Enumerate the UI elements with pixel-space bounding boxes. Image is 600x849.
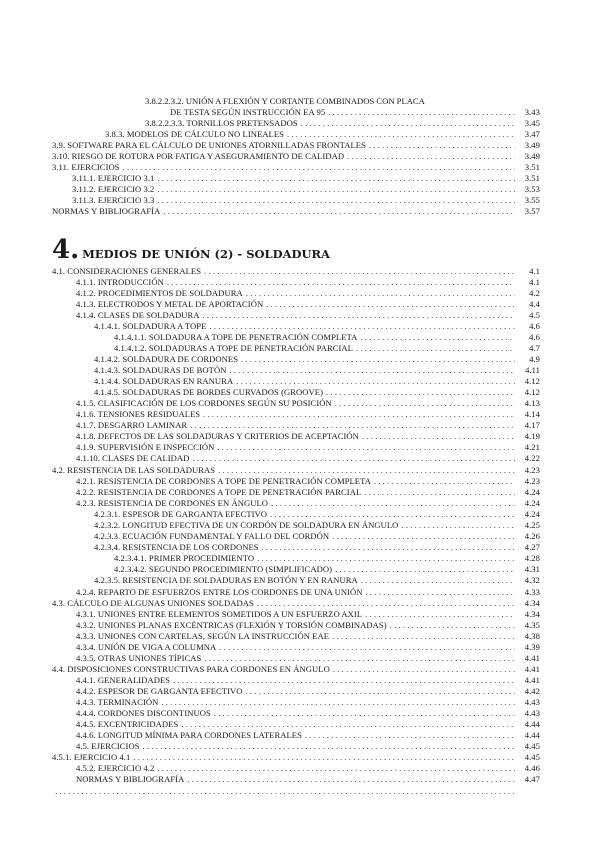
chapter-number: 4. — [52, 235, 80, 265]
toc-entry — [76, 686, 540, 697]
dot-leader — [157, 763, 515, 774]
toc-entry — [145, 118, 540, 129]
toc-entry — [94, 531, 540, 542]
dot-leader — [123, 162, 515, 173]
dot-leader — [236, 376, 515, 387]
dot-leader — [266, 299, 515, 310]
toc-page-number: 4.22 — [524, 453, 540, 463]
toc-page-number: 4.47 — [524, 774, 540, 784]
toc-entry — [170, 107, 540, 118]
toc-entry-text: 3.8.2.2.3.2. UNIÓN A FLEXIÓN Y CORTANTE COMBINADOS CON PLACA — [145, 96, 425, 106]
toc-page-number: 4.45 — [524, 741, 540, 751]
toc-entry-text: DE TESTA SEGÚN INSTRUCCIÓN EA 95 — [170, 107, 326, 117]
toc-entry-text: 4.1.5. CLASIFICACIÓN DE LOS CORDONES SEGÚN SU POSICIÓN — [76, 398, 332, 408]
toc-entry — [76, 620, 540, 631]
dot-leader — [364, 487, 515, 498]
toc-entry — [94, 509, 540, 520]
toc-entry — [52, 465, 540, 476]
toc-page-number: 4.13 — [524, 398, 540, 408]
toc-page-number: 3.53 — [524, 184, 540, 194]
toc-page-number: 4.27 — [524, 542, 540, 552]
toc-page-number: 3.47 — [524, 129, 540, 139]
toc-page-number: 4.1 — [529, 277, 540, 287]
toc-entry — [76, 587, 540, 598]
toc-entry-text: 4.2.3.5. RESISTENCIA DE SOLDADURAS EN BOTÓN Y EN RANURA — [94, 575, 358, 585]
toc-page-number: 4.41 — [524, 675, 540, 685]
toc-entry-text: 4.2.3.4.1. PRIMER PROCEDIMIENTO — [114, 553, 255, 563]
toc-page-number: 4.25 — [524, 520, 540, 530]
dot-leader — [401, 520, 515, 531]
toc-entry-text: 4.2.1. RESISTENCIA DE CORDONES A TOPE DE PENETRACIÓN COMPLETA — [76, 476, 371, 486]
toc-entry — [94, 387, 540, 398]
toc-entry-text: 4.2.3.2. LONGITUD EFECTIVA DE UN CORDÓN DE SOLDADURA EN ÁNGULO — [94, 520, 399, 530]
toc-entry-text: 4.1.3. ELECTRODOS Y METAL DE APORTACIÓN — [76, 299, 264, 309]
toc-entry-text: 4.2.2. RESISTENCIA DE CORDONES A TOPE DE PENETRACIÓN PARCIAL — [76, 487, 362, 497]
toc-entry — [76, 398, 540, 409]
toc-entry-text: 3.11. EJERCICIOS — [52, 162, 120, 172]
toc-entry — [52, 752, 540, 763]
toc-entry-text: 4.1. CONSIDERACIONES GENERALES — [52, 266, 202, 276]
dot-leader — [229, 365, 515, 376]
toc-entry-text: 4.2.3.4. RESISTENCIA DE LOS CORDONES — [94, 542, 259, 552]
toc-page-number: 4.31 — [524, 564, 540, 574]
toc-entry — [72, 184, 540, 195]
toc-page-number: 3.57 — [524, 206, 540, 216]
dot-leader — [356, 343, 515, 354]
toc-entry-text: 4.2. RESISTENCIA DE LAS SOLDADURAS — [52, 465, 216, 475]
toc-page-number: 4.44 — [524, 730, 540, 740]
toc-page-number: 4.38 — [524, 631, 540, 641]
toc-page-number: 3.51 — [524, 162, 540, 172]
toc-page-number: 4.7 — [529, 343, 540, 353]
dot-leader — [369, 140, 515, 151]
toc-entry — [76, 697, 540, 708]
toc-page-number: 4.19 — [524, 431, 540, 441]
toc-entry-text: 4.4.6. LONGITUD MÍNIMA PARA CORDONES LATERALES — [76, 730, 302, 740]
toc-page-number: 3.55 — [524, 195, 540, 205]
toc-page-number: 4.34 — [524, 609, 540, 619]
dot-leader — [257, 553, 515, 564]
toc-page-number: 4.42 — [524, 686, 540, 696]
toc-page-number: 4.41 — [524, 653, 540, 663]
dot-leader — [332, 631, 515, 642]
toc-page-number: 4.24 — [524, 487, 540, 497]
dot-leader — [333, 664, 515, 675]
toc-entry-text: 4.1.8. DEFECTOS DE LAS SOLDADURAS Y CRITERIOS DE ACEPTACIÓN — [76, 431, 359, 441]
toc-entry — [94, 575, 540, 586]
dot-leader — [204, 653, 515, 664]
toc-page-number: 4.24 — [524, 509, 540, 519]
toc-entry-text: 4.3.2. UNIONES PLANAS EXCÉNTRICAS (FLEXIÓN Y TORSIÓN COMBINADAS) — [76, 620, 387, 630]
chapter-heading — [52, 237, 330, 263]
toc-entry — [76, 774, 540, 785]
toc-page-number: 4.12 — [524, 387, 540, 397]
toc-entry — [76, 299, 540, 310]
toc-page-number: 4.35 — [524, 620, 540, 630]
toc-entry-text: NORMAS Y BIBLIOGRAFÍA — [76, 774, 185, 784]
toc-page-number: 3.49 — [524, 140, 540, 150]
toc-entry-text: 4.1.4.4. SOLDADURAS EN RANURA — [94, 376, 234, 386]
toc-page-number: 4.5 — [529, 310, 540, 320]
toc-entry — [76, 653, 540, 664]
toc-entry-text: 4.1.7. DESGARRO LAMINAR — [76, 420, 188, 430]
toc-entry — [52, 151, 540, 162]
toc-page-number: 3.49 — [524, 151, 540, 161]
dot-leader — [262, 542, 515, 553]
toc-entry — [52, 140, 540, 151]
toc-entry-text: 3.9. SOFTWARE PARA EL CÁLCULO DE UNIONES ATORNILLADAS FRONTALES — [52, 140, 366, 150]
toc-entry — [114, 343, 540, 354]
toc-entry — [76, 708, 540, 719]
toc-page-number: 4.45 — [524, 752, 540, 762]
toc-entry — [72, 173, 540, 184]
toc-entry — [76, 420, 540, 431]
toc-entry — [94, 520, 540, 531]
toc-entry-text: 4.1.4.1.1. SOLDADURA A TOPE DE PENETRACIÓN COMPLETA — [114, 332, 358, 342]
toc-entry-text: 4.2.3. RESISTENCIA DE CORDONES EN ÁNGULO — [76, 498, 269, 508]
toc-page-number: 4.39 — [524, 642, 540, 652]
dot-leader — [204, 266, 515, 277]
dot-leader — [143, 741, 515, 752]
toc-page-number: 4.17 — [524, 420, 540, 430]
toc-page-number: 4.21 — [524, 442, 540, 452]
toc-entry — [76, 642, 540, 653]
toc-entry-text: 4.3. CÁLCULO DE ALGUNAS UNIONES SOLDADAS — [52, 598, 254, 608]
dot-leader — [362, 431, 515, 442]
toc-entry-text: 3.10. RIESGO DE ROTURA POR FATIGA Y ASEGURAMIENTO DE CALIDAD — [52, 151, 345, 161]
dot-leader — [203, 409, 515, 420]
toc-entry — [114, 553, 540, 564]
toc-entry-text: 4.3.5. OTRAS UNIONES TÍPICAS — [76, 653, 202, 663]
toc-page-number: 4.14 — [524, 409, 540, 419]
toc-entry — [76, 763, 540, 774]
toc-page-number: 4.43 — [524, 708, 540, 718]
dot-leader — [203, 310, 515, 321]
toc-entry — [52, 664, 540, 675]
toc-page-number: 4.46 — [524, 763, 540, 773]
toc-entry-text: 4.5. EJERCICIOS — [76, 741, 140, 751]
dot-leader — [374, 476, 515, 487]
toc-entry-text: 4.1.1. INTRODUCCIÓN — [76, 277, 164, 287]
toc-entry — [114, 332, 540, 343]
toc-entry — [76, 609, 540, 620]
dot-leader — [157, 184, 515, 195]
toc-entry — [94, 365, 540, 376]
toc-page-number: 4.33 — [524, 587, 540, 597]
toc-page-number: 4.9 — [529, 354, 540, 364]
dot-leader — [181, 719, 515, 730]
toc-entry — [52, 162, 540, 173]
toc-entry — [76, 498, 540, 509]
toc-entry — [76, 453, 540, 464]
toc-entry-text: 4.1.2. PROCEDIMIENTOS DE SOLDADURA — [76, 288, 243, 298]
dot-leader — [335, 398, 515, 409]
toc-page-number: 4.1 — [529, 266, 540, 276]
dot-leader — [167, 277, 515, 288]
toc-entry — [76, 310, 540, 321]
toc-entry — [72, 195, 540, 206]
toc-entry-text: 4.4.1. GENERALIDADES — [76, 675, 171, 685]
toc-entry-text: 4.4.4. CORDONES DISCONTINUOS — [76, 708, 211, 718]
toc-entry-text: 3.8.3. MODELOS DE CÁLCULO NO LINEALES — [105, 129, 284, 139]
dot-leader — [190, 420, 515, 431]
toc-page-number: 4.23 — [524, 465, 540, 475]
toc-entry — [76, 487, 540, 498]
toc-entry — [76, 476, 540, 487]
dot-leader — [187, 774, 515, 785]
toc-entry-text: 3.11.2. EJERCICIO 3.2 — [72, 184, 155, 194]
toc-entry-text: 4.4.2. ESPESOR DE GARGANTA EFECTIVO — [76, 686, 243, 696]
dot-leader — [214, 708, 515, 719]
toc-entry-text: 4.5.1. EJERCICIO 4.1 — [52, 752, 131, 762]
toc-entry-text: 3.11.3. EJERCICIO 3.3 — [72, 195, 155, 205]
toc-entry-text: NORMAS Y BIBLIOGRAFÍA — [52, 206, 161, 216]
toc-entry — [52, 266, 540, 277]
toc-entry-text: 4.1.4.2. SOLDADURA DE CORDONES — [94, 354, 239, 364]
toc-entry — [76, 442, 540, 453]
toc-entry-text: 4.1.6. TENSIONES RESIDUALES — [76, 409, 201, 419]
toc-entry — [52, 786, 540, 797]
toc-entry — [76, 277, 540, 288]
dot-leader — [241, 354, 515, 365]
toc-entry-text: 4.1.9. SUPERVISIÓN E INSPECCIÓN — [76, 442, 215, 452]
dot-leader — [217, 442, 515, 453]
toc-page-number: 4.32 — [524, 575, 540, 585]
toc-entry-text: 4.1.4.1. SOLDADURA A TOPE — [94, 321, 207, 331]
dot-leader — [326, 387, 515, 398]
toc-entry — [94, 542, 540, 553]
toc-entry-text: 4.1.10. CLASES DE CALIDAD — [76, 453, 190, 463]
dot-leader — [218, 465, 515, 476]
toc-page-number: 4.41 — [524, 664, 540, 674]
toc-page-number: 4.24 — [524, 498, 540, 508]
toc-entry — [76, 631, 540, 642]
dot-leader — [361, 575, 515, 586]
toc-page-number: 4.11 — [525, 365, 540, 375]
dot-leader — [390, 620, 515, 631]
dot-leader — [157, 195, 515, 206]
toc-entry — [76, 719, 540, 730]
dot-leader — [335, 564, 515, 575]
dot-leader — [328, 107, 515, 118]
toc-entry — [105, 129, 540, 140]
dot-leader — [360, 332, 515, 343]
toc-entry-text: 4.4.3. TERMINACIÓN — [76, 697, 159, 707]
toc-entry-text: 4.1.4. CLASES DE SOLDADURA — [76, 310, 200, 320]
toc-entry — [76, 288, 540, 299]
toc-page-number: 3.51 — [524, 173, 540, 183]
toc-entry-text: 4.2.3.3. ECUACIÓN FUNDAMENTAL Y FALLO DEL CORDÓN — [94, 531, 330, 541]
toc-entry-text: 4.1.4.3. SOLDADURAS DE BOTÓN — [94, 365, 227, 375]
dot-leader — [157, 173, 515, 184]
toc-entry — [76, 409, 540, 420]
toc-page-number: 4.44 — [524, 719, 540, 729]
dot-leader — [257, 598, 515, 609]
toc-page-number: 4.34 — [524, 598, 540, 608]
dot-leader — [287, 129, 515, 140]
toc-page-number: 3.43 — [524, 107, 540, 117]
toc-entry — [76, 431, 540, 442]
dot-leader — [209, 321, 515, 332]
toc-page-number: 4.12 — [524, 376, 540, 386]
dot-leader — [173, 675, 515, 686]
dot-leader — [55, 786, 515, 797]
toc-entry-text: 4.2.3.4.2. SEGUNDO PROCEDIMIENTO (SIMPLIFICADO) — [114, 564, 332, 574]
toc-page-number: 4.23 — [524, 476, 540, 486]
dot-leader — [270, 509, 515, 520]
chapter-title: MEDIOS DE UNIÓN (2) - SOLDADURA — [82, 247, 330, 261]
toc-entry — [76, 675, 540, 686]
toc-entry-text: 4.3.1. UNIONES ENTRE ELEMENTOS SOMETIDOS A UN ESFUERZO AXIL — [76, 609, 363, 619]
dot-leader — [347, 151, 515, 162]
toc-page-number: 4.2 — [529, 288, 540, 298]
toc-page-number: 4.43 — [524, 697, 540, 707]
toc-entry — [94, 376, 540, 387]
toc-entry — [52, 598, 540, 609]
toc-entry — [52, 206, 540, 217]
toc-page-number: 3.45 — [524, 118, 540, 128]
toc-entry — [76, 730, 540, 741]
dot-leader — [332, 531, 515, 542]
toc-entry-text: 4.3.4. UNIÓN DE VIGA A COLUMNA — [76, 642, 217, 652]
toc-entry — [94, 354, 540, 365]
toc-page-number: 4.26 — [524, 531, 540, 541]
toc-entry-text: 3.8.2.2.3.3. TORNILLOS PRETENSADOS — [145, 118, 298, 128]
dot-leader — [246, 288, 515, 299]
dot-leader — [366, 587, 515, 598]
toc-entry-text: 4.2.3.1. ESPESOR DE GARGANTA EFECTIVO — [94, 509, 268, 519]
toc-entry-text: 4.4.5. EXCENTRICIDADES — [76, 719, 179, 729]
toc-entry-text: 4.4. DISPOSICIONES CONSTRUCTIVAS PARA CORDONES EN ÁNGULO — [52, 664, 330, 674]
dot-leader — [246, 686, 516, 697]
toc-page-number: 4.6 — [529, 321, 540, 331]
dot-leader — [163, 206, 515, 217]
dot-leader — [161, 697, 515, 708]
dot-leader — [133, 752, 515, 763]
toc-entry-text: 4.1.4.1.2. SOLDADURAS A TOPE DE PENETRACIÓN PARCIAL — [114, 343, 353, 353]
dot-leader — [305, 730, 515, 741]
toc-entry — [94, 321, 540, 332]
toc-entry — [114, 564, 540, 575]
toc-entry-text: 4.5.2. EJERCICIO 4.2 — [76, 763, 155, 773]
dot-leader — [192, 453, 515, 464]
toc-entry-text: 4.1.4.5. SOLDADURAS DE BORDES CURVADOS (GROOVE) — [94, 387, 324, 397]
toc-page-number: 4.28 — [524, 553, 540, 563]
dot-leader — [271, 498, 515, 509]
toc-page-number: 4.6 — [529, 332, 540, 342]
toc-entry-text: 3.11.1. EJERCICIO 3.1 — [72, 173, 155, 183]
toc-entry — [76, 741, 540, 752]
dot-leader — [301, 118, 515, 129]
dot-leader — [365, 609, 515, 620]
toc-entry-text: 4.3.3. UNIONES CON CARTELAS, SEGÚN LA INSTRUCCIÓN EAE — [76, 631, 330, 641]
toc-page-number: 4.4 — [529, 299, 540, 309]
dot-leader — [219, 642, 515, 653]
toc-entry-text: 4.2.4. REPARTO DE ESFUERZOS ENTRE LOS CORDONES DE UNA UNIÓN — [76, 587, 363, 597]
